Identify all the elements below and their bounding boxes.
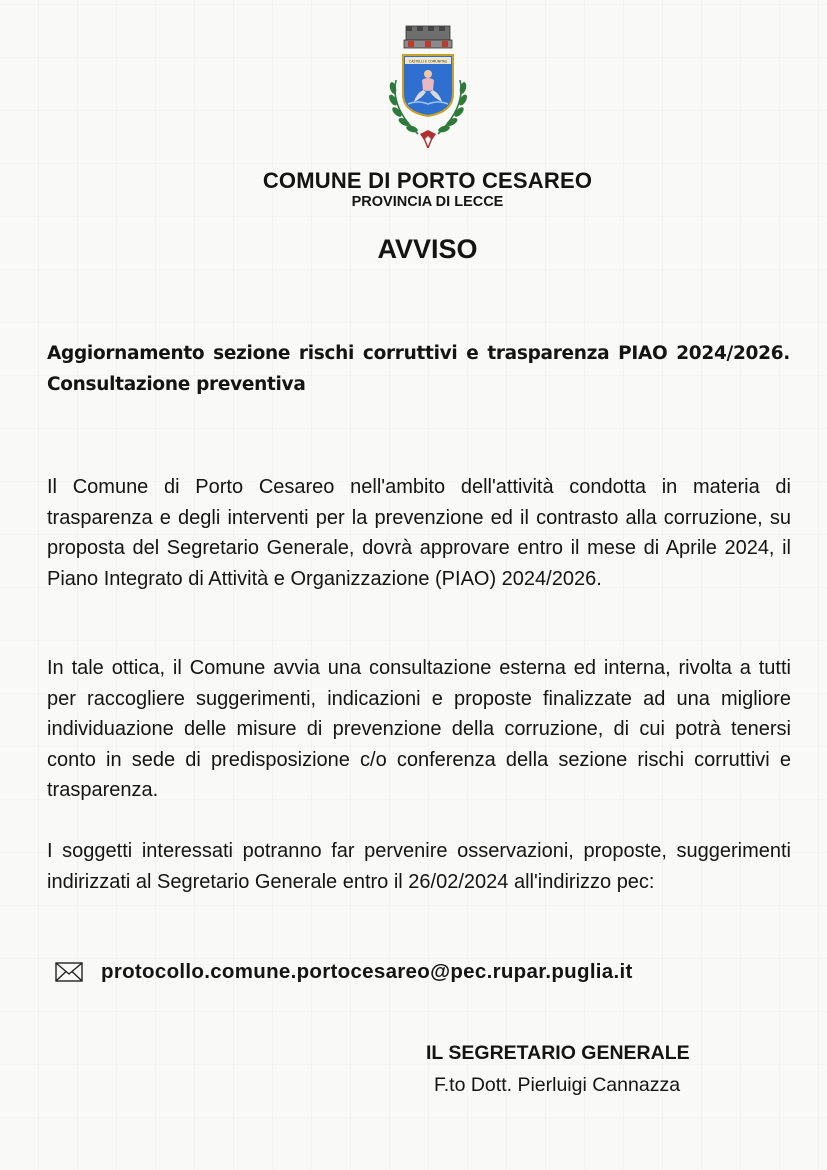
crown-icon [404, 26, 452, 48]
signature-name: F.to Dott. Pierluigi Cannazza [434, 1074, 681, 1096]
notice-title: AVVISO [377, 234, 478, 264]
pec-address-link[interactable]: protocollo.comune.portocesareo@pec.rupar.puglia.it [101, 960, 633, 983]
crest-scroll-text: CASTELLI E COMUNITAS [409, 59, 447, 64]
shield-icon [403, 55, 453, 116]
body-paragraph-3: I soggetti interessati potranno far pervenire osservazioni, proposte, suggerimenti indirizzati al Segretario Generale entro il 26/02/2024 all'indirizzo pec: [47, 840, 791, 893]
province-name: PROVINCIA DI LECCE [351, 194, 504, 210]
body-paragraph-2: In tale ottica, il Comune avvia una consultazione esterna ed interna, rivolta a tutti per raccogliere suggerimenti, indicazioni e proposte finalizzate ad una migliore individuazione delle misure di prevenzione della corruzione, di cui potrà tenersi conto in sede di predisposizione c/o conferenza della sezione rischi corruttivi e trasparenza. [47, 657, 791, 801]
notice-subject: Aggiornamento sezione rischi corruttivi e trasparenza PIAO 2024/2026. Consultazione preventiva [47, 343, 790, 395]
pec-contact [55, 956, 633, 988]
envelope-icon [55, 962, 83, 982]
municipal-crest-icon [378, 22, 478, 152]
body-paragraph-1: Il Comune di Porto Cesareo nell'ambito dell'attività condotta in materia di trasparenza e degli interventi per la prevenzione ed il contrasto alla corruzione, su proposta del Segretario Generale, dovrà approvare entro il mese di Aprile 2024, il Piano Integrato di Attività e Organizzazione (PIAO) 2024/2026. [47, 476, 791, 590]
municipality-name: COMUNE DI PORTO CESAREO [262, 168, 593, 193]
signature-title: IL SEGRETARIO GENERALE [426, 1042, 690, 1064]
